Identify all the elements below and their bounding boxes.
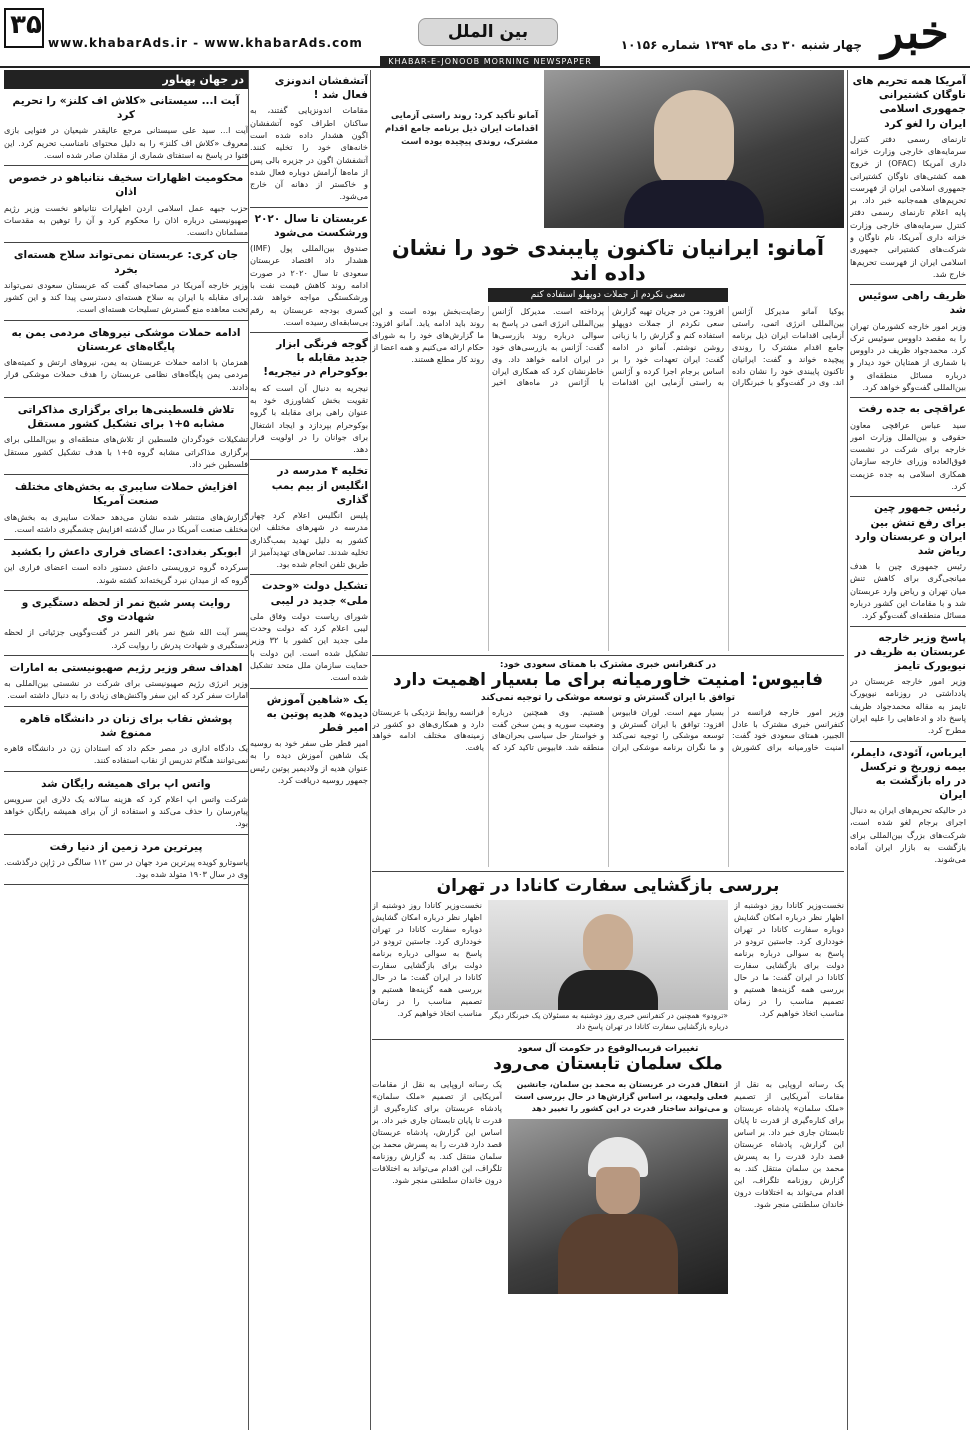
english-masthead-bar: KHABAR-E-JONOOB MORNING NEWSPAPER bbox=[380, 56, 600, 67]
news-body: امیر قطر طی سفر خود به روسیه یک شاهین آموزش دیده را به عنوان هدیه از ولادیمیر پوتین رئیس جمهور روسیه دریافت کرد. bbox=[250, 738, 368, 785]
world-news-body: وزیر انرژی رژیم صهیونیستی برای شرکت در نشستی بین‌المللی به امارات سفر کرد که این سفر واکنش‌های زیادی را به دنبال داشته است. bbox=[4, 677, 248, 701]
world-news-headline[interactable]: تلاش فلسطینی‌ها برای برگزاری مذاکراتی مشابه ۵+۱ برای تشکیل کشور مستقل bbox=[17, 403, 235, 431]
salman-headline[interactable]: ملک سلمان تابستان می‌رود bbox=[493, 1054, 723, 1075]
trudeau-caption: «ترودو» همچنین در کنفرانس خبری روز دوشنبه به مسئولان یک خبرنگار دیگر درباره بازگشایی سفارت کانادا در تهران پاسخ داد bbox=[489, 1011, 728, 1032]
briefs-column bbox=[250, 70, 368, 1428]
news-body: مقامات اندونزیایی گفتند، به ساکنان اطراف کوه آتشفشان اگون هشدار داده شده است خانه‌های خود را تخلیه کنند. آتشفشان اگون در جزیره بالی پس از ماه‌ها آرامش دوباره فعال شده و خاکستر از دهانه آن خارج می‌شود. bbox=[250, 105, 368, 202]
amano-headline[interactable]: آمانو: ایرانیان تاکنون پایبندی خود را نشان داده اند bbox=[391, 236, 825, 286]
world-news-headline[interactable]: ابوبکر بغدادی: اعضای فراری داعش را بکشید bbox=[10, 546, 242, 559]
column-rule bbox=[847, 70, 848, 1430]
divider bbox=[4, 320, 248, 321]
issue-date: چهار شنبه ۳۰ دی ماه ۱۳۹۴ شماره ۱۰۱۵۶ bbox=[620, 38, 862, 52]
salman-quote: انتقال قدرت در عربستان به محمد بن سلمان، جانشین فعلی ولیعهد، بر اساس گزارش‌ها در حال بررسی است و می‌تواند ساختار قدرت در این کشور را تغییر دهد bbox=[514, 1079, 728, 1113]
divider bbox=[4, 655, 248, 656]
news-headline[interactable]: تشکیل دولت «وحدت ملی» جدید در لیبی bbox=[261, 580, 368, 607]
news-headline[interactable]: ایرباس، آئودی، دایملر، بیمه زوریخ و ترکسل در راه بازگشت به ایران bbox=[850, 746, 966, 802]
world-news-headline[interactable]: جان کری: عربستان نمی‌تواند سلاح هسته‌ای بخرد bbox=[13, 249, 239, 276]
canada-headline[interactable]: بررسی بازگشایی سفارت کانادا در تهران bbox=[436, 875, 780, 896]
column-rule bbox=[248, 70, 249, 1430]
amano-body: یوکیا آمانو مدیرکل آژانس بین‌المللی انرژی اتمی، راستی آزمایی اقدامات ایران ذیل برنامه جامع اقدام مشترک را روندی پیچیده خواند و گفت: ایرانیان تاکنون پایبندی خود را نشان داده اند. وی در گفت‌وگو با خبرنگاران افزود: من در جریان تهیه گزارش سعی نکردم از جملات دوپهلو استفاده کنم و گزارش را با زبانی روشن نوشتم. آمانو در ادامه گفت: ایران تعهدات خود را بر اساس برجام اجرا کرده و آژانس به راستی آزمایی این اقدامات پرداخته است. مدیرکل آژانس بین‌المللی انرژی اتمی در پاسخ به سوالی درباره روند بازرسی‌ها گفت: آژانس به بازرسی‌های خود در ایران ادامه خواهد داد. وی خاطرنشان کرد که همکاری ایران با آژانس در ماه‌های اخیر رضایت‌بخش بوده است و این روند باید ادامه یابد. آمانو افزود: ما گزارش‌های خود را به شورای حکام ارائه می‌کنیم و همه اعضا از روند کار مطلع هستند. bbox=[372, 307, 844, 388]
news-headline[interactable]: ظریف راهی سوئیس شد bbox=[858, 290, 966, 317]
world-news-headline[interactable]: افزایش حملات سایبری به بخش‌های مختلف صنعت آمریکا bbox=[14, 481, 238, 508]
divider bbox=[4, 242, 248, 243]
divider bbox=[4, 771, 248, 772]
divider bbox=[4, 165, 248, 166]
news-body: وزیر امور خارجه عربستان در یادداشتی در روزنامه نیویورک تایمز به مقاله محمدجواد ظریف پاسخ داد و ادعاهایی را علیه ایران مطرح کرد. bbox=[850, 676, 966, 736]
news-headline[interactable]: تخلیه ۴ مدرسه در انگلیس از بیم بمب گذاری bbox=[271, 465, 368, 506]
newspaper-logo: خبر bbox=[881, 5, 949, 59]
masthead bbox=[0, 0, 970, 68]
news-body: پلیس انگلیس اعلام کرد چهار مدرسه در شهرهای مختلف این کشور به دلیل تهدید بمب‌گذاری تخلیه شدند. تماس‌های تهدیدآمیز از طریق تلفن انجام شده بود. bbox=[250, 509, 368, 570]
right-news-column bbox=[850, 70, 966, 1428]
salman-kicker: تغییرات قریب‌الوقوع در حکومت آل سعود bbox=[517, 1044, 699, 1055]
fabius-kicker: در کنفرانس خبری مشترک با همتای سعودی خود: bbox=[499, 660, 717, 671]
salman-story bbox=[372, 1079, 844, 1304]
world-news-body: شرکت واتس اپ اعلام کرد که هزینه سالانه یک دلاری این سرویس پیام‌رسان را حذف می‌کند و استفاده از آن برای همیشه رایگان خواهد بود. bbox=[4, 793, 248, 829]
divider bbox=[4, 884, 248, 885]
world-news-body: سرکرده گروه تروریستی داعش دستور داده است اعضای فراری این گروه که از میدان نبرد گریخته‌اند کشته شوند. bbox=[4, 562, 248, 585]
divider bbox=[4, 834, 248, 835]
trudeau-photo bbox=[488, 900, 728, 1010]
world-news-body: همزمان با ادامه حملات عربستان به یمن، نیروهای ارتش و کمیته‌های مردمی یمن پایگاه‌های نظامی عربستان را هدف حملات موشکی قرار دادند. bbox=[4, 357, 248, 392]
news-headline[interactable]: عراقچی به جده رفت bbox=[858, 403, 966, 416]
column-rule bbox=[370, 70, 371, 1430]
main-news-area bbox=[372, 70, 844, 1304]
world-column-header: در جهان پهناور bbox=[4, 70, 248, 89]
canada-body-right: نخست‌وزیر کانادا روز دوشنبه از اظهار نظر درباره امکان گشایش دوباره سفارت کانادا در تهران خودداری کرد. جاستین ترودو در پاسخ به سوالی درباره برنامه دولت برای بازگشایی سفارت کانادا در ایران گفت: ما در حال بررسی همه گزینه‌ها هستیم و تصمیم مناسب را در زمان مناسب اتخاذ خواهیم کرد. bbox=[734, 901, 844, 1019]
world-news-headline[interactable]: روایت پسر شیخ نمر از لحظه دستگیری و شهادت وی bbox=[21, 596, 231, 624]
king-salman-photo bbox=[508, 1119, 728, 1294]
world-news-headline[interactable]: محکومیت اظهارات سخیف نتانیاهو در خصوص اذان bbox=[8, 172, 244, 199]
world-news-body: یاسوتارو کویده پیرترین مرد جهان در سن ۱۱۲ سالگی در ژاپن درگذشت. وی در سال ۱۹۰۳ متولد شده بود. bbox=[4, 856, 248, 880]
news-body: رئیس جمهوری چین با هدف میانجی‌گری برای کاهش تنش میان تهران و ریاض وارد عربستان شد و با مقامات این کشور درباره مسائل منطقه‌ای گفت‌وگو کرد. bbox=[850, 561, 966, 621]
news-body: در حالیکه تحریم‌های ایران به دنبال اجرای برجام لغو شده است، شرکت‌های بزرگ بین‌المللی برای بازگشت به بازار ایران آماده می‌شوند. bbox=[850, 805, 966, 865]
fabius-headline[interactable]: فابیوس: امنیت خاورمیانه برای ما بسیار اهمیت دارد bbox=[392, 670, 823, 691]
world-news-column bbox=[4, 70, 248, 1428]
news-body: صندوق بین‌المللی پول (IMF) هشدار داد اقتصاد عربستان سعودی تا سال ۲۰۲۰ در صورت ادامه روند کاهش قیمت نفت با ورشکستگی مواجه خواهد شد. کسری بودجه عربستان به رقم بی‌سابقه‌ای رسیده است. bbox=[250, 243, 368, 327]
news-headline[interactable]: پاسخ وزیر خارجه عربستان به ظریف در نیویورک تایمز bbox=[854, 631, 966, 672]
news-body: شورای ریاست دولت وفاق ملی لیبی اعلام کرد که دولت وحدت ملی جدید این کشور با ۳۲ وزیر تشکیل شده است. این دولت با حمایت سازمان ملل متحد تشکیل شده است. bbox=[250, 610, 368, 683]
salman-body-right: یک رسانه اروپایی به نقل از مقامات آمریکایی از تصمیم «ملک سلمان» پادشاه عربستان برای کناره‌گیری از قدرت تا پایان تابستان جاری خبر داد. بر اساس این گزارش، پادشاه عربستان قصد دارد قدرت را به پسرش محمد بن سلمان منتقل کند. به گزارش روزنامه تلگراف، این اقدام می‌تواند به اختلافات درون خاندان سلطنتی منجر شود. bbox=[734, 1079, 844, 1209]
world-news-body: آیت ا... سید علی سیستانی مرجع عالیقدر شیعیان در فتوایی بازی معروف «کلاش اف کلنز» را به دلیل محتوای نامناسب تحریم کرد. این فتوا در پاسخ به استفتای شماری از مقلدان صادر شده است. bbox=[4, 125, 248, 160]
divider bbox=[4, 706, 248, 707]
divider bbox=[4, 397, 248, 398]
news-body: سید عباس عراقچی معاون حقوقی و بین‌الملل وزارت امور خارجه برای شرکت در نشست فوق‌العاده وزرای خارجه سازمان همکاری اسلامی به جده عزیمت کرد. bbox=[850, 419, 966, 492]
world-news-body: پسر آیت الله شیخ نمر باقر النمر در گفت‌وگویی جزئیاتی از لحظه دستگیری و شهادت پدرش را روایت کرد. bbox=[4, 627, 248, 650]
page-number: ۳۵ bbox=[10, 10, 42, 40]
divider bbox=[4, 590, 248, 591]
world-news-body: وزیر خارجه آمریکا در مصاحبه‌ای گفت که عربستان سعودی نمی‌تواند برای مقابله با ایران به سلاح هسته‌ای دسترسی پیدا کند و این کشور تحت معاهده منع گسترش تسلیحات هسته‌ای است. bbox=[4, 279, 248, 315]
news-headline[interactable]: آتشفشان اندونزی فعال شد ! bbox=[274, 75, 368, 102]
amano-photo bbox=[544, 70, 844, 228]
news-body: وزیر امور خارجه کشورمان تهران را به مقصد داووس سوئیس ترک کرد. محمدجواد ظریف در داووس با شماری از همتایان خود دیدار و درباره مسائل منطقه‌ای و بین‌المللی گفت‌وگو خواهد کرد. bbox=[850, 320, 966, 393]
story-amano-top bbox=[372, 70, 844, 230]
canada-story bbox=[372, 900, 844, 1035]
section-title: بین الملل bbox=[418, 18, 558, 46]
site-urls[interactable]: www.khabarAds.ir - www.khabarAds.com bbox=[48, 36, 363, 50]
world-news-headline[interactable]: ادامه حملات موشکی نیروهای مردمی یمن به پایگاه‌های عربستان bbox=[11, 326, 241, 353]
divider bbox=[4, 539, 248, 540]
fabius-body: وزیر امور خارجه فرانسه در کنفرانس خبری مشترک با عادل الجبیر، همتای سعودی خود گفت: امنیت خاورمیانه برای کشورش بسیار مهم است. لوران فابیوس افزود: توافق با ایران گسترش و توسعه موشکی را توجیه نمی‌کند و ما نگران برنامه موشکی ایران هستیم. وی همچنین درباره وضعیت سوریه و یمن سخن گفت و خواستار حل سیاسی بحران‌های منطقه شد. فابیوس تاکید کرد که فرانسه روابط نزدیکی با عربستان دارد و همکاری‌های دو کشور در زمینه‌های مختلف ادامه خواهد یافت. bbox=[372, 707, 844, 753]
world-news-headline[interactable]: آیت ا... سیستانی «کلاش اف کلنز» را تحریم کرد bbox=[12, 95, 240, 122]
world-news-headline[interactable]: پیرترین مرد زمین از دنیا رفت bbox=[49, 840, 203, 853]
news-headline[interactable]: رئیس جمهور چین برای رفع تنش بین ایران و عربستان وارد ریاض شد bbox=[854, 502, 966, 557]
news-body: نیجریه به دنبال آن است که به تقویت بخش کشاورزی خود به عنوان راهی برای مقابله با گروه بوکوحرام بپردازد و ایجاد اشتغال برای جوانان را در اولویت قرار دهد. bbox=[250, 382, 368, 455]
news-headline[interactable]: عربستان تا سال ۲۰۲۰ ورشکست می‌شود bbox=[254, 212, 368, 239]
world-news-headline[interactable]: پوشش نقاب برای زنان در دانشگاه قاهره ممنوع شد bbox=[19, 712, 233, 739]
world-news-body: یک دادگاه اداری در مصر حکم داد که استادان زن در دانشگاه قاهره نمی‌توانند هنگام تدریس از نقاب استفاده کنند. bbox=[4, 742, 248, 766]
world-news-headline[interactable]: واتس اپ برای همیشه رایگان شد bbox=[41, 777, 211, 790]
amano-subheadline: سعی نکردم از جملات دوپهلو استفاده کنم bbox=[488, 288, 728, 302]
fabius-subheadline: توافق با ایران گسترش و توسعه موشکی را توجیه نمی‌کند bbox=[481, 692, 735, 703]
amano-quote: آمانو تأکید کرد: روند راستی آزمایی اقدامات ایران ذیل برنامه جامع اقدام مشترک، روندی پیچیده بوده است bbox=[385, 111, 538, 147]
world-news-body: حزب جبهه عمل اسلامی اردن اظهارات نتانیاهو نخست وزیر رژیم صهیونیستی درباره اذان را محکوم کرد و آن را توهین به مقدسات مسلمانان دانست. bbox=[4, 202, 248, 238]
world-news-headline[interactable]: اهداف سفر وزیر رژیم صهیونیستی به امارات bbox=[9, 661, 243, 674]
news-headline[interactable]: آمریکا همه تحریم های ناوگان کشتیرانی جمهوری اسلامی ایران را لغو کرد bbox=[852, 75, 966, 130]
world-news-body: گزارش‌های منتشر شده نشان می‌دهد حملات سایبری به بخش‌های مختلف صنعت آمریکا در سال گذشته افزایش چشمگیری داشته است. bbox=[4, 511, 248, 534]
salman-body-left: یک رسانه اروپایی به نقل از مقامات آمریکایی از تصمیم «ملک سلمان» پادشاه عربستان برای کناره‌گیری از قدرت تا پایان تابستان جاری خبر داد. بر اساس این گزارش، پادشاه عربستان قصد دارد قدرت را به پسرش محمد بن سلمان منتقل کند. به گزارش روزنامه تلگراف، این اقدام می‌تواند به اختلافات درون خاندان سلطنتی منجر شود. bbox=[372, 1079, 502, 1185]
news-body: تارنمای رسمی دفتر کنترل سرمایه‌های خارجی وزارت خزانه داری آمریکا (OFAC) از خروج همه کشتی‌های ناوگان کشتیرانی جمهوری اسلامی ایران از فهرست تحریم‌های همه‌جانبه خبر داد. بر پایه اعلام تارنمای رسمی دفتر کنترل سرمایه‌های خارجی وزارت خزانه داری آمریکا، نام ناوگان و شرکت‌های کشتیرانی جمهوری اسلامی ایران از فهرست تحریم‌ها خارج شد. bbox=[850, 133, 966, 279]
canada-body-left: نخست‌وزیر کانادا روز دوشنبه از اظهار نظر درباره امکان گشایش دوباره سفارت کانادا در تهران خودداری کرد. جاستین ترودو در پاسخ به سوالی درباره برنامه دولت برای بازگشایی سفارت کانادا در ایران گفت: ما در حال بررسی همه گزینه‌ها هستیم و تصمیم مناسب را در زمان مناسب اتخاذ خواهیم کرد. bbox=[372, 901, 482, 1019]
divider bbox=[4, 474, 248, 475]
news-headline[interactable]: یک «شاهین آموزش دیده» هدیه پوتین به امیر قطر bbox=[266, 693, 368, 734]
world-news-body: تشکیلات خودگردان فلسطین از تلاش‌های منطقه‌ای و بین‌المللی برای برگزاری مذاکراتی مشابه گروه ۵+۱ با هدف تشکیل کشور مستقل فلسطین خبر داد. bbox=[4, 434, 248, 469]
news-headline[interactable]: گوجه فرنگی ابزار جدید مقابله با بوکوحرام در نیجریه! bbox=[263, 338, 368, 379]
